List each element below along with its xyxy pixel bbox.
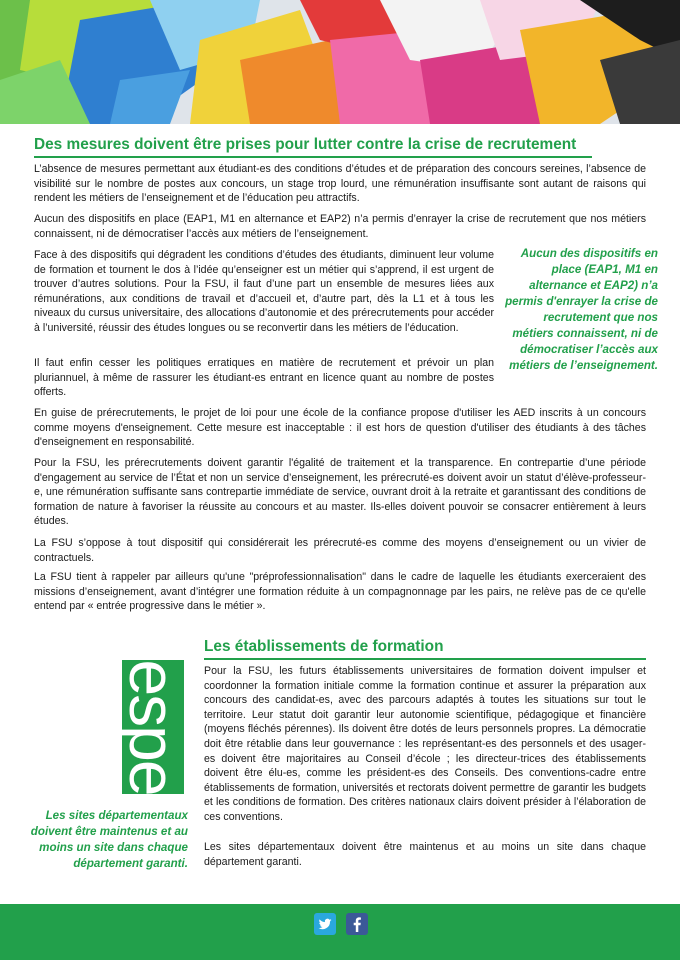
section-heading-establishments: Les établissements de formation [204, 638, 444, 655]
section-heading-recruitment: Des mesures doivent être prises pour lutter contre la crise de recrutement [34, 136, 577, 153]
paragraph: Les sites départementaux doivent être maintenus et au moins un site dans chaque département garanti. [204, 841, 646, 868]
paragraph: L’absence de mesures permettant aux étudiant-es des conditions d’études et de préparation des concours sereines, l’absence de visibilité sur le nombre de postes aux concours, un stage trop lourd, une rémunération insuffisante sont autant de raisons qui rendent les métiers de l’enseignement et de l’éducation peu attractifs. [34, 163, 646, 205]
espe-logo [116, 659, 190, 795]
paragraph: En guise de prérecrutements, le projet de loi pour une école de la confiance propose d'utiliser les AED inscrits à un concours comme moyens d'enseignement. Cette mesure est inacceptable : il est hors de question d'utiliser des étudiants à des tâches d'enseignement en responsabilité. [34, 407, 646, 449]
facebook-icon[interactable] [346, 913, 368, 935]
paragraph: La FSU tient à rappeler par ailleurs qu'une "préprofessionnalisation" dans le cadre de laquelle les étudiants exerceraient des missions d’enseignement, avant d’intégrer une formation réduite à un compagnonnage par les pairs, ne relève pas de ce qu'elle entend par « entrée progressive dans le métier ». [34, 571, 646, 613]
heading-underline [34, 156, 592, 158]
heading-underline [204, 658, 646, 660]
paragraph: Aucun des dispositifs en place (EAP1, M1 en alternance et EAP2) n’a permis d’enrayer la crise de recrutement que nos métiers connaissent, ni de démocratiser l’accès aux métiers de l’enseignement. [34, 213, 646, 240]
footer-bar [0, 904, 680, 960]
facebook-f-icon [346, 913, 368, 935]
paragraph: Il faut enfin cesser les politiques erratiques en matière de recrutement et prévoir un plan pluriannuel, à même de rassurer les étudiant-es entrant en licence quant au nombre de postes offerts. [34, 357, 494, 399]
pull-quote: Les sites départementaux doivent être maintenus et au moins un site dans chaque département garanti. [30, 809, 188, 870]
paragraph: Face à des dispositifs qui dégradent les conditions d’études des étudiants, diminuent leur volume de formation et tournent le dos à l’idée qu’enseigner est un métier qui s’apprend, il est urgent de trouver d’autres solutions. Pour la FSU, il faut d’une part un ensemble de mesures liées aux rémunérations, aux conditions de travail et d’accueil et, d’autre part, dès la L1 et à tous les niveaux du cursus universitaire, des allocations d’autonomie et des prérecrutements pour accéder à l’université, réussir des études longues ou se reconvertir dans les métiers de l’éducation. [34, 249, 494, 334]
espe-logo-text: espe [116, 659, 190, 795]
banner-artwork [0, 0, 680, 124]
paragraph: Pour la FSU, les prérecrutements doivent garantir l'égalité de traitement et la transparence. En contrepartie d’une période d'engagement au service de l’État et non un service d’enseignement, les prérecruté-es doivent avoir un statut d’élève-professeur-e, une rémunération suffisante sans contrepartie immédiate de service, ouvrant droit à la retraite et garantissant des conditions de formation de nature à favoriser la réussite au concours et au master. Ils-elles doivent pouvoir se consacrer entièrement à leurs études. [34, 457, 646, 528]
paragraph: Pour la FSU, les futurs établissements universitaires de formation doivent impulser et coordonner la formation initiale comme la formation continue et assurer la préparation aux concours des candidat-es, avec des parcours adaptés à toutes les situations sur tout le territoire. Leur statut doit garantir leur autonomie scientifique, pédagogique et financière (moyens fléchés pérennes). Ils doivent être dotés de leurs personnels propres. La démocratie doit être rétablie dans leur gouvernance : les représentant-es des personnels et des usager-es doivent être majoritaires au Conseil d’école ; les directeur-trices des établissements doivent être élu-es, comme les président-es des Conseils. Des conventions-cadre entre établissements de formation, universités et rectorats doivent permettre de garantir les budgets et les conditions de formation. Des critères nationaux clairs doivent présider à l’élaboration de ces conventions. [204, 665, 646, 823]
twitter-bird-icon [314, 913, 336, 935]
twitter-icon[interactable] [314, 913, 336, 935]
pull-quote: Aucun des dispositifs en place (EAP1, M1 en alternance et EAP2) n’a permis d'enrayer la crise de recrutement que nos métiers connaissent, ni de démocratiser l’accès aux métiers de l’enseignement. [505, 247, 658, 372]
header-banner-image [0, 0, 680, 124]
paragraph: La FSU s’oppose à tout dispositif qui considérerait les prérecruté-es comme des moyens d’enseignement ou un vivier de contractuels. [34, 537, 646, 564]
